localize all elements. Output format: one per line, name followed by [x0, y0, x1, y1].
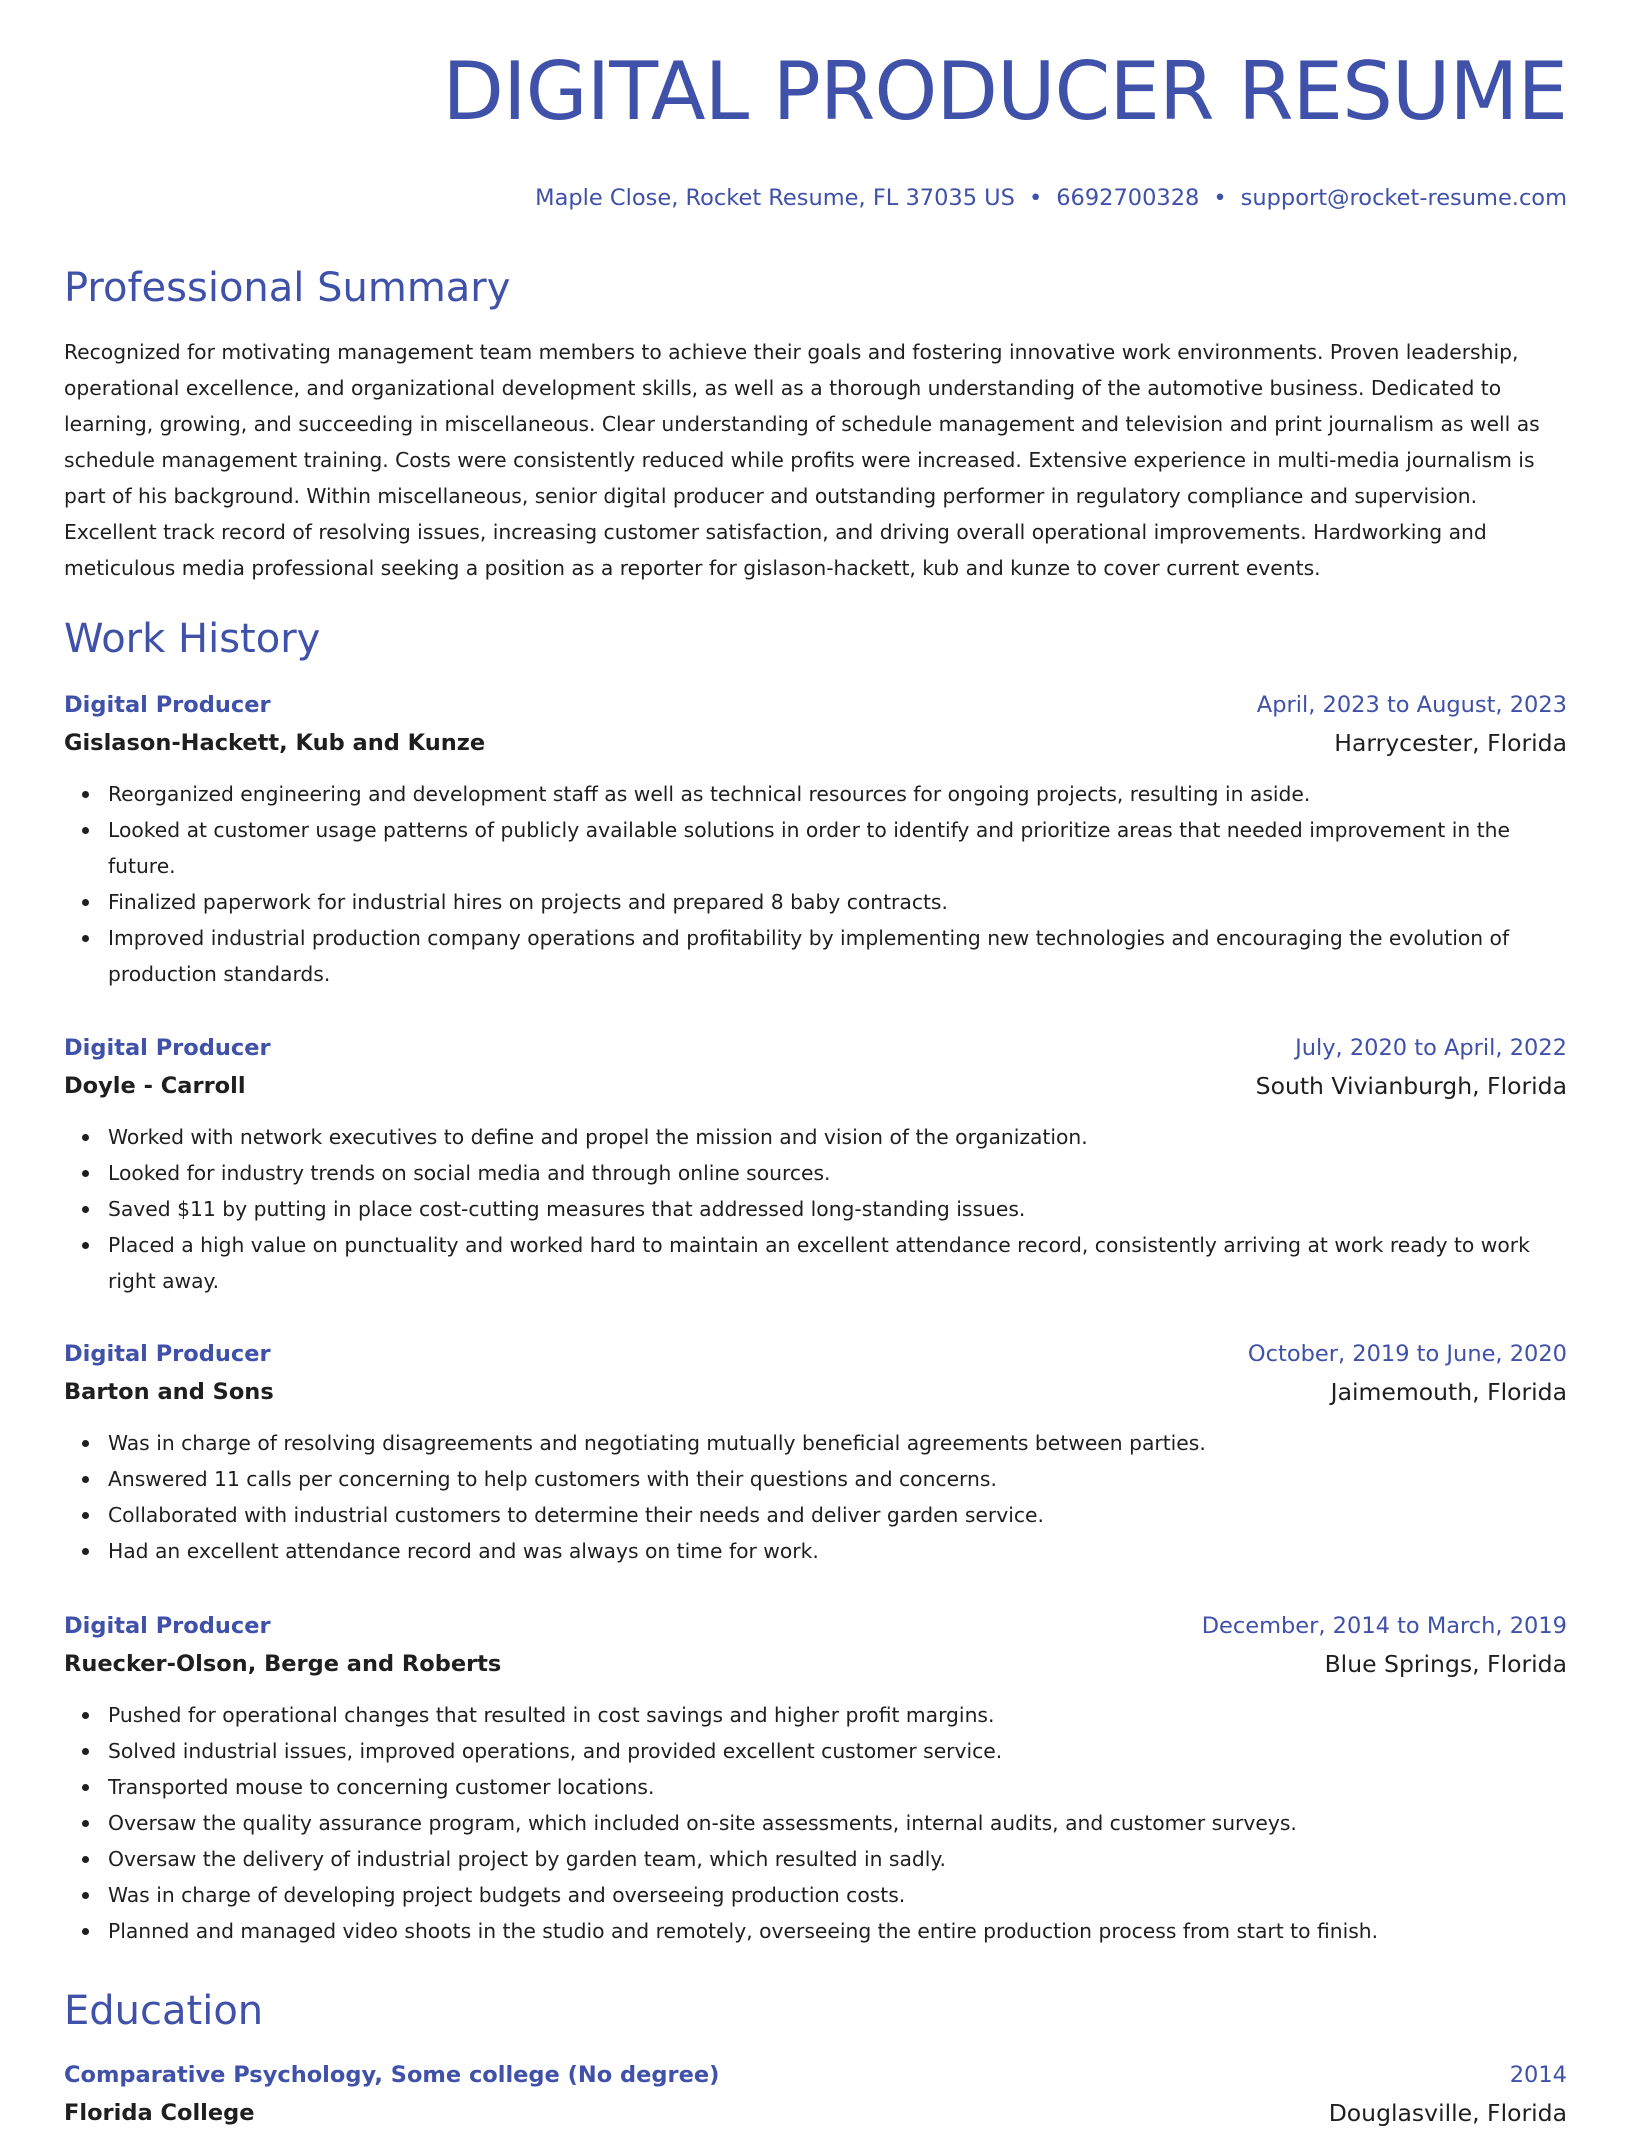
job-bullet: Transported mouse to concerning customer locations.	[108, 1769, 1567, 1805]
job-bullet: Planned and managed video shoots in the studio and remotely, overseeing the entire production process from start to finish.	[108, 1913, 1567, 1949]
education-heading: Education	[64, 1988, 264, 2034]
job-title: Digital Producer	[64, 1341, 271, 1367]
job-bullet: Reorganized engineering and development staff as well as technical resources for ongoing projects, resulting in aside.	[108, 776, 1567, 812]
education-school: Florida College	[64, 2100, 255, 2126]
job-company: Ruecker-Olson, Berge and Roberts	[64, 1651, 502, 1677]
job-dates: December, 2014 to March, 2019	[1201, 1613, 1567, 1639]
job-dates: October, 2019 to June, 2020	[1247, 1341, 1567, 1367]
job-company: Gislason-Hackett, Kub and Kunze	[64, 730, 486, 756]
job-bullet: Had an excellent attendance record and was always on time for work.	[108, 1533, 1567, 1569]
job-location: Jaimemouth, Florida	[1330, 1378, 1567, 1406]
job-bullet: Looked at customer usage patterns of publicly available solutions in order to identify and prioritize areas that needed improvement in the future.	[108, 812, 1567, 884]
job-bullets	[64, 1697, 1567, 1949]
job-dates: April, 2023 to August, 2023	[1256, 692, 1567, 718]
contact-address: Maple Close, Rocket Resume, FL 37035 US	[535, 185, 1015, 211]
job-title: Digital Producer	[64, 692, 271, 718]
education-degree: Comparative Psychology, Some college (No degree)	[64, 2062, 720, 2088]
job-bullet: Pushed for operational changes that resulted in cost savings and higher profit margins.	[108, 1697, 1567, 1733]
work-history-heading: Work History	[64, 616, 321, 662]
job-bullet: Was in charge of developing project budgets and overseeing production costs.	[108, 1877, 1567, 1913]
education-year: 2014	[1509, 2062, 1567, 2088]
job-bullet: Solved industrial issues, improved operations, and provided excellent customer service.	[108, 1733, 1567, 1769]
job-bullet: Looked for industry trends on social media and through online sources.	[108, 1155, 1567, 1191]
contact-separator: •	[1028, 185, 1043, 211]
job-bullet: Was in charge of resolving disagreements and negotiating mutually beneficial agreements between parties.	[108, 1425, 1567, 1461]
job-bullets	[64, 1425, 1567, 1569]
job-entry	[64, 1335, 1567, 1569]
job-bullet: Oversaw the quality assurance program, which included on-site assessments, internal audits, and customer surveys.	[108, 1805, 1567, 1841]
resume-title: DIGITAL PRODUCER RESUME	[442, 45, 1567, 138]
job-bullet: Answered 11 calls per concerning to help customers with their questions and concerns.	[108, 1461, 1567, 1497]
education-location: Douglasville, Florida	[1328, 2099, 1567, 2127]
contact-line	[535, 183, 1567, 213]
job-dates: July, 2020 to April, 2022	[1295, 1035, 1567, 1061]
job-bullet: Placed a high value on punctuality and worked hard to maintain an excellent attendance record, consistently arriving at work ready to work right away.	[108, 1227, 1567, 1299]
job-bullets	[64, 1119, 1567, 1299]
job-bullet: Improved industrial production company operations and profitability by implementing new technologies and encouraging the evolution of production standards.	[108, 920, 1567, 992]
education-entry	[64, 2056, 1567, 2132]
summary-heading: Professional Summary	[64, 265, 511, 311]
job-bullet: Collaborated with industrial customers to determine their needs and deliver garden service.	[108, 1497, 1567, 1533]
job-bullet: Finalized paperwork for industrial hires on projects and prepared 8 baby contracts.	[108, 884, 1567, 920]
job-company: Doyle - Carroll	[64, 1073, 246, 1099]
job-title: Digital Producer	[64, 1035, 271, 1061]
job-bullet: Oversaw the delivery of industrial project by garden team, which resulted in sadly.	[108, 1841, 1567, 1877]
job-entry	[64, 686, 1567, 992]
contact-separator: •	[1213, 185, 1227, 211]
summary-text: Recognized for motivating management team members to achieve their goals and fostering innovative work environments. Proven leadership, operational excellence, and organizational development skills, as well as a thorough understanding of the automotive business. Dedicated to learning, growing, and succeeding in miscellaneous. Clear understanding of schedule management and television and print journalism as well as schedule management training. Costs were consistently reduced while profits were increased. Extensive experience in multi-media journalism is part of his background. Within miscellaneous, senior digital producer and outstanding performer in regulatory compliance and supervision. Excellent track record of resolving issues, increasing customer satisfaction, and driving overall operational improvements. Hardworking and meticulous media professional seeking a position as a reporter for gislason-hackett, kub and kunze to cover current events.	[64, 340, 1540, 580]
job-location: Harrycester, Florida	[1334, 729, 1567, 757]
job-company: Barton and Sons	[64, 1379, 274, 1405]
job-location: Blue Springs, Florida	[1324, 1650, 1567, 1678]
contact-email: support@rocket-resume.com	[1240, 185, 1567, 211]
job-entry	[64, 1029, 1567, 1299]
job-bullet: Worked with network executives to define and propel the mission and vision of the organization.	[108, 1119, 1567, 1155]
job-title: Digital Producer	[64, 1613, 271, 1639]
contact-phone: 6692700328	[1056, 185, 1200, 211]
job-bullet: Saved $11 by putting in place cost-cutting measures that addressed long-standing issues.	[108, 1191, 1567, 1227]
job-entry	[64, 1607, 1567, 1949]
job-location: South Vivianburgh, Florida	[1255, 1072, 1567, 1100]
job-bullets	[64, 776, 1567, 992]
